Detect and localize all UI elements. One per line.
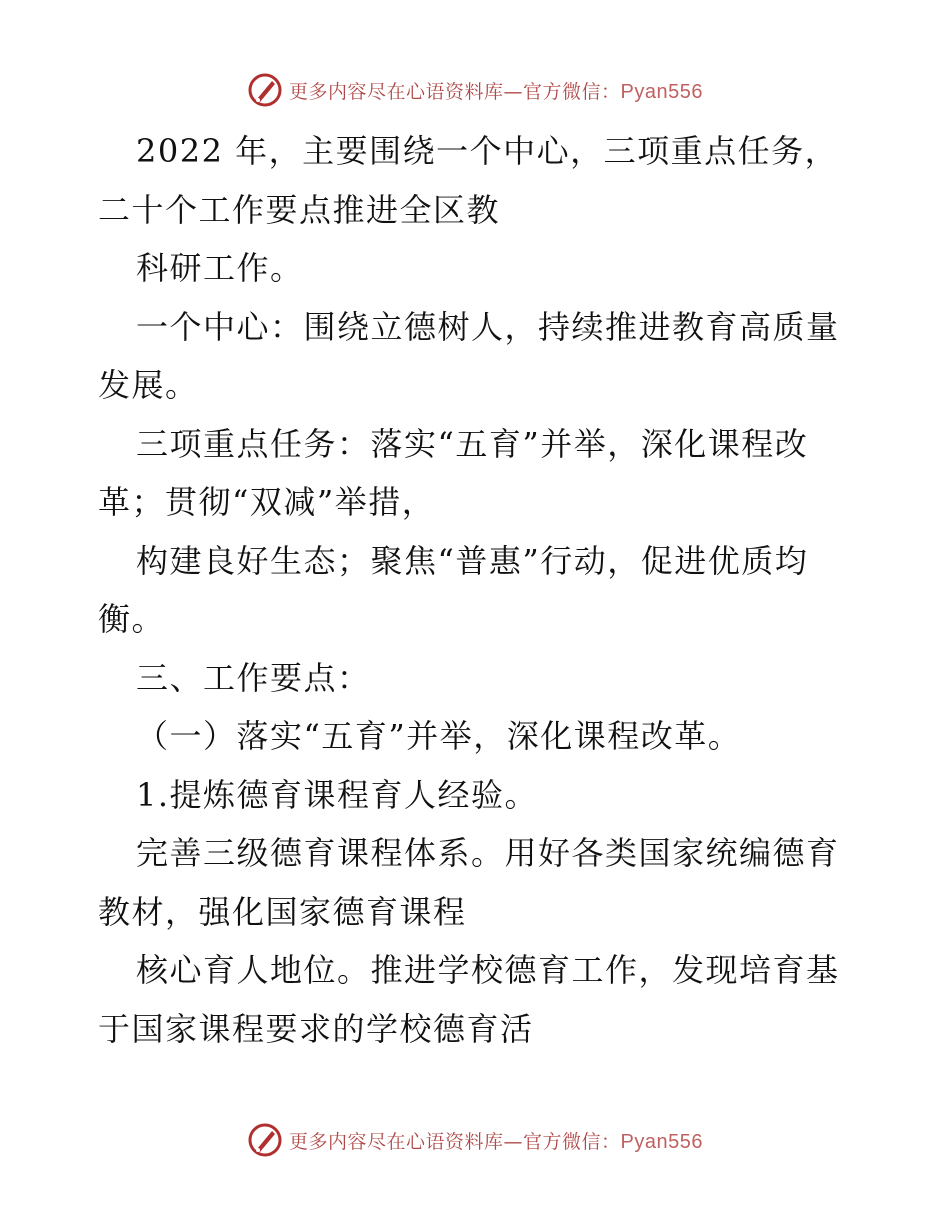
subsection-heading: （一）落实“五育”并举，深化课程改革。 bbox=[136, 717, 742, 755]
pen-logo-icon bbox=[247, 1122, 283, 1158]
text-line: 核心育人地位。推进学校德育工作，发现培育基 bbox=[136, 951, 840, 989]
text-line: 三项重点任务：落实“五育”并举，深化课程改 bbox=[136, 424, 809, 463]
text-line: 教材，强化国家德育课程 bbox=[98, 892, 467, 931]
text-line: 科研工作。 bbox=[136, 249, 304, 287]
text-line: 衡。 bbox=[98, 600, 166, 638]
watermark-text: 更多内容尽在心语资料库—官方微信：Pyan556 bbox=[289, 80, 703, 103]
text-line: 完善三级德育课程体系。用好各类国家统编德育 bbox=[136, 834, 840, 872]
document-body bbox=[98, 122, 858, 1058]
text-line: 一个中心：围绕立德树人，持续推进教育高质量 bbox=[136, 307, 840, 346]
pen-logo-icon bbox=[247, 72, 283, 108]
header-watermark bbox=[0, 70, 950, 110]
text-line: 于国家课程要求的学校德育活 bbox=[98, 1009, 534, 1048]
watermark-text: 更多内容尽在心语资料库—官方微信：Pyan556 bbox=[289, 1130, 703, 1153]
text-line: 构建良好生态；聚焦“普惠”行动，促进优质均 bbox=[136, 541, 809, 580]
text-line: 发展。 bbox=[98, 366, 199, 404]
text-line: 2022 年，主要围绕一个中心，三项重点任务， bbox=[136, 132, 839, 170]
section-heading: 三、工作要点： bbox=[136, 658, 371, 697]
footer-watermark bbox=[0, 1120, 950, 1160]
text-line: 革；贯彻“双减”举措， bbox=[98, 483, 436, 521]
text-line: 二十个工作要点推进全区教 bbox=[98, 190, 501, 229]
item-heading: 1.提炼德育课程育人经验。 bbox=[136, 775, 539, 814]
